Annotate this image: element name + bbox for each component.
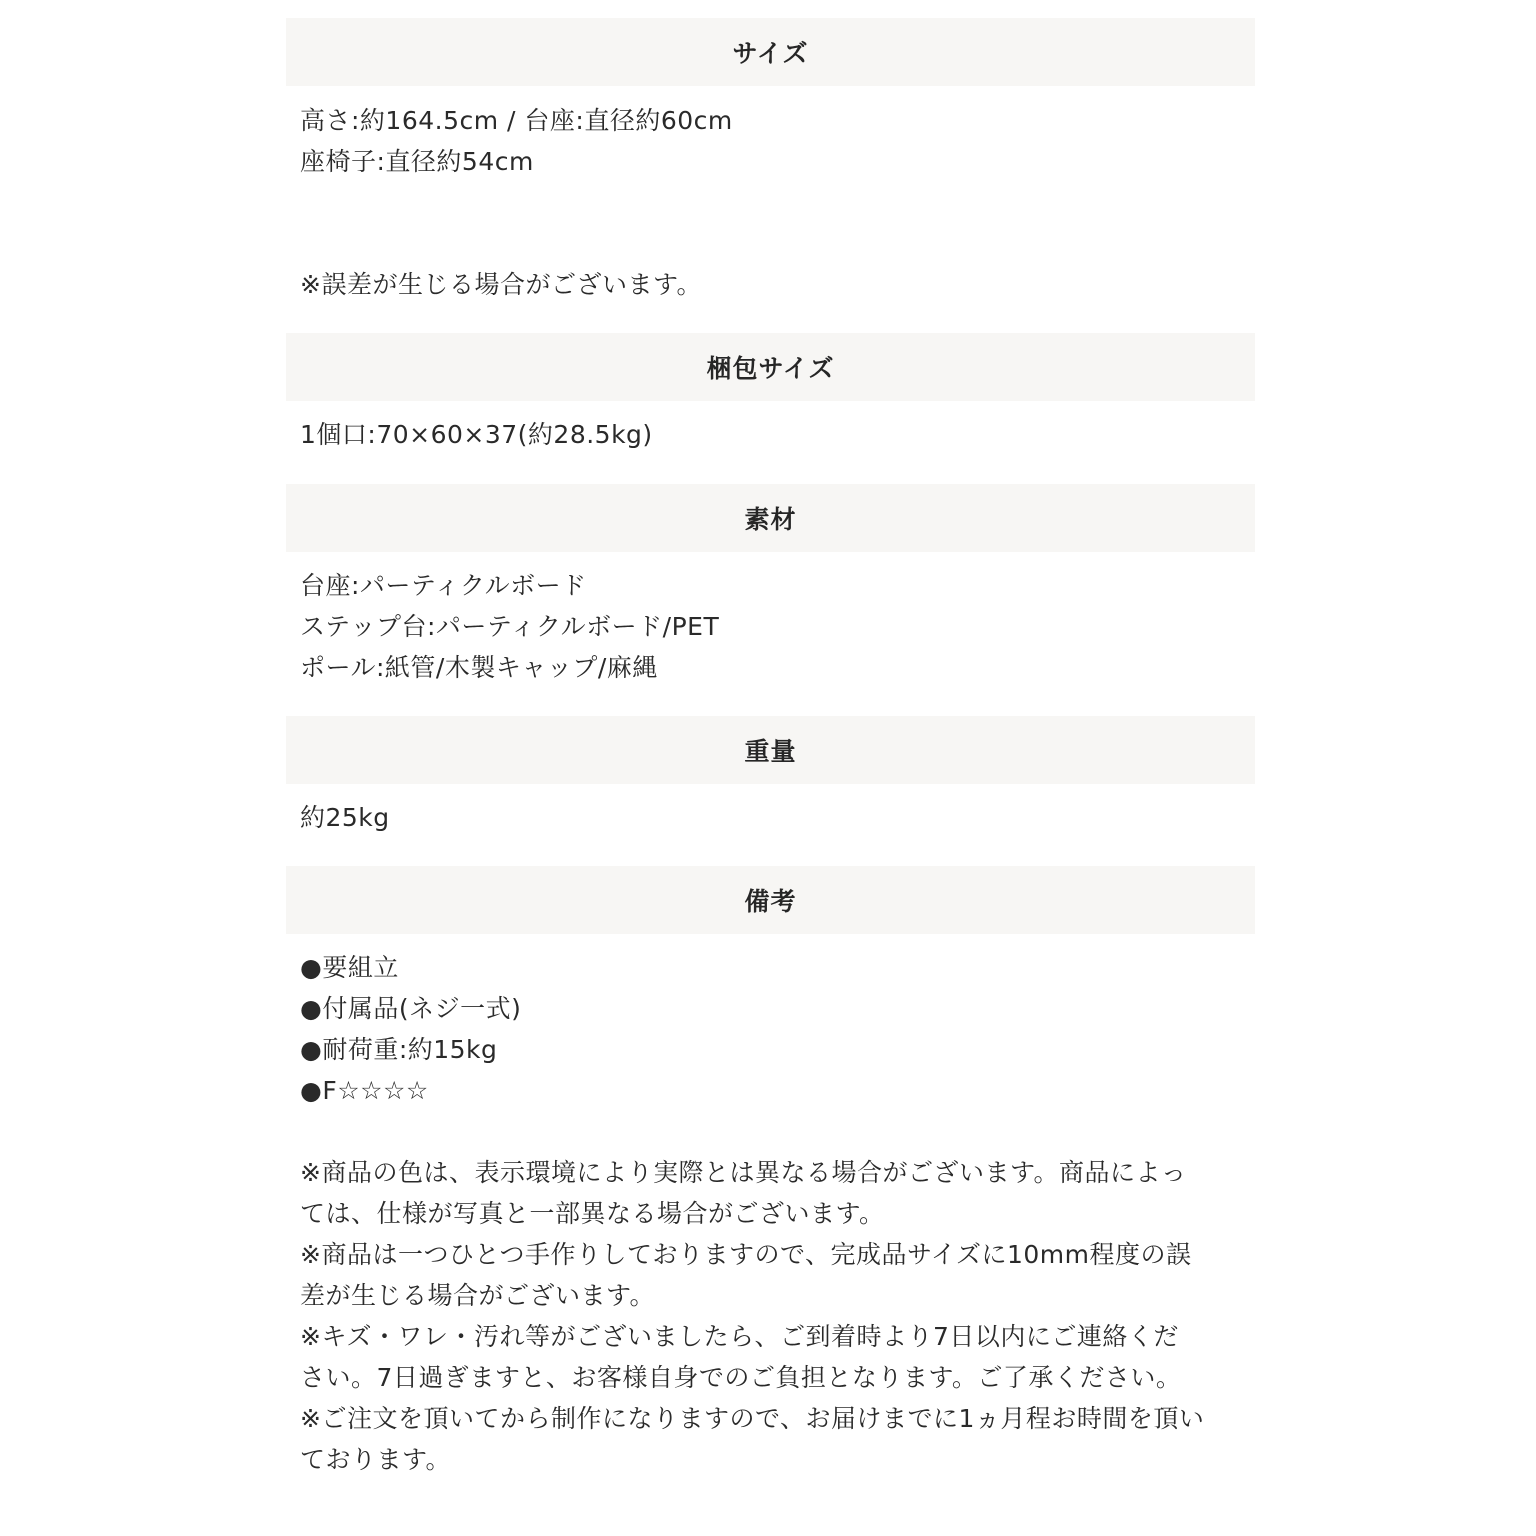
remarks-note: ※商品の色は、表示環境により実際とは異なる場合がございます。商品によっ — [300, 1158, 1187, 1187]
section-header-remarks: 備考 — [286, 866, 1255, 934]
material-line: ステップ台:パーティクルボード/PET — [300, 612, 720, 641]
section-body-weight — [300, 797, 1280, 838]
remarks-note: ※商品は一つひとつ手作りしておりますので、完成品サイズに10mm程度の誤 — [300, 1240, 1192, 1269]
remarks-bullet: ●要組立 — [300, 953, 399, 982]
material-line: 台座:パーティクルボード — [300, 571, 587, 600]
remarks-note: さい。7日過ぎますと、お客様自身でのご負担となります。ご了承ください。 — [300, 1363, 1182, 1392]
section-header-size: サイズ — [286, 18, 1255, 86]
size-line: 座椅子:直径約54cm — [300, 147, 534, 176]
blank-line — [300, 223, 1280, 264]
section-body-package-size — [300, 414, 1280, 455]
blank-line — [300, 182, 1280, 223]
section-body-remarks — [300, 947, 1280, 1480]
remarks-bullet: ●耐荷重:約15kg — [300, 1035, 498, 1064]
remarks-note: ※キズ・ワレ・汚れ等がございましたら、ご到着時より7日以内にご連絡くだ — [300, 1322, 1179, 1351]
section-header-weight: 重量 — [286, 716, 1255, 784]
section-body-size — [300, 100, 1280, 305]
section-header-material: 素材 — [286, 484, 1255, 552]
section-header-package-size: 梱包サイズ — [286, 333, 1255, 401]
remarks-note: ております。 — [300, 1445, 452, 1474]
remarks-note: ては、仕様が写真と一部異なる場合がございます。 — [300, 1199, 885, 1228]
remarks-bullet: ●付属品(ネジ一式) — [300, 994, 522, 1023]
size-note: ※誤差が生じる場合がございます。 — [300, 270, 702, 299]
blank-line — [300, 1111, 1280, 1152]
remarks-note: 差が生じる場合がございます。 — [300, 1281, 656, 1310]
remarks-note: ※ご注文を頂いてから制作になりますので、お届けまでに1ヵ月程お時間を頂い — [300, 1404, 1205, 1433]
weight-line: 約25kg — [300, 803, 390, 832]
remarks-bullet: ●F☆☆☆☆ — [300, 1076, 429, 1105]
section-body-material — [300, 565, 1280, 688]
size-line: 高さ:約164.5cm / 台座:直径約60cm — [300, 106, 733, 135]
package-size-line: 1個口:70×60×37(約28.5kg) — [300, 420, 653, 449]
material-line: ポール:紙管/木製キャップ/麻縄 — [300, 653, 658, 682]
